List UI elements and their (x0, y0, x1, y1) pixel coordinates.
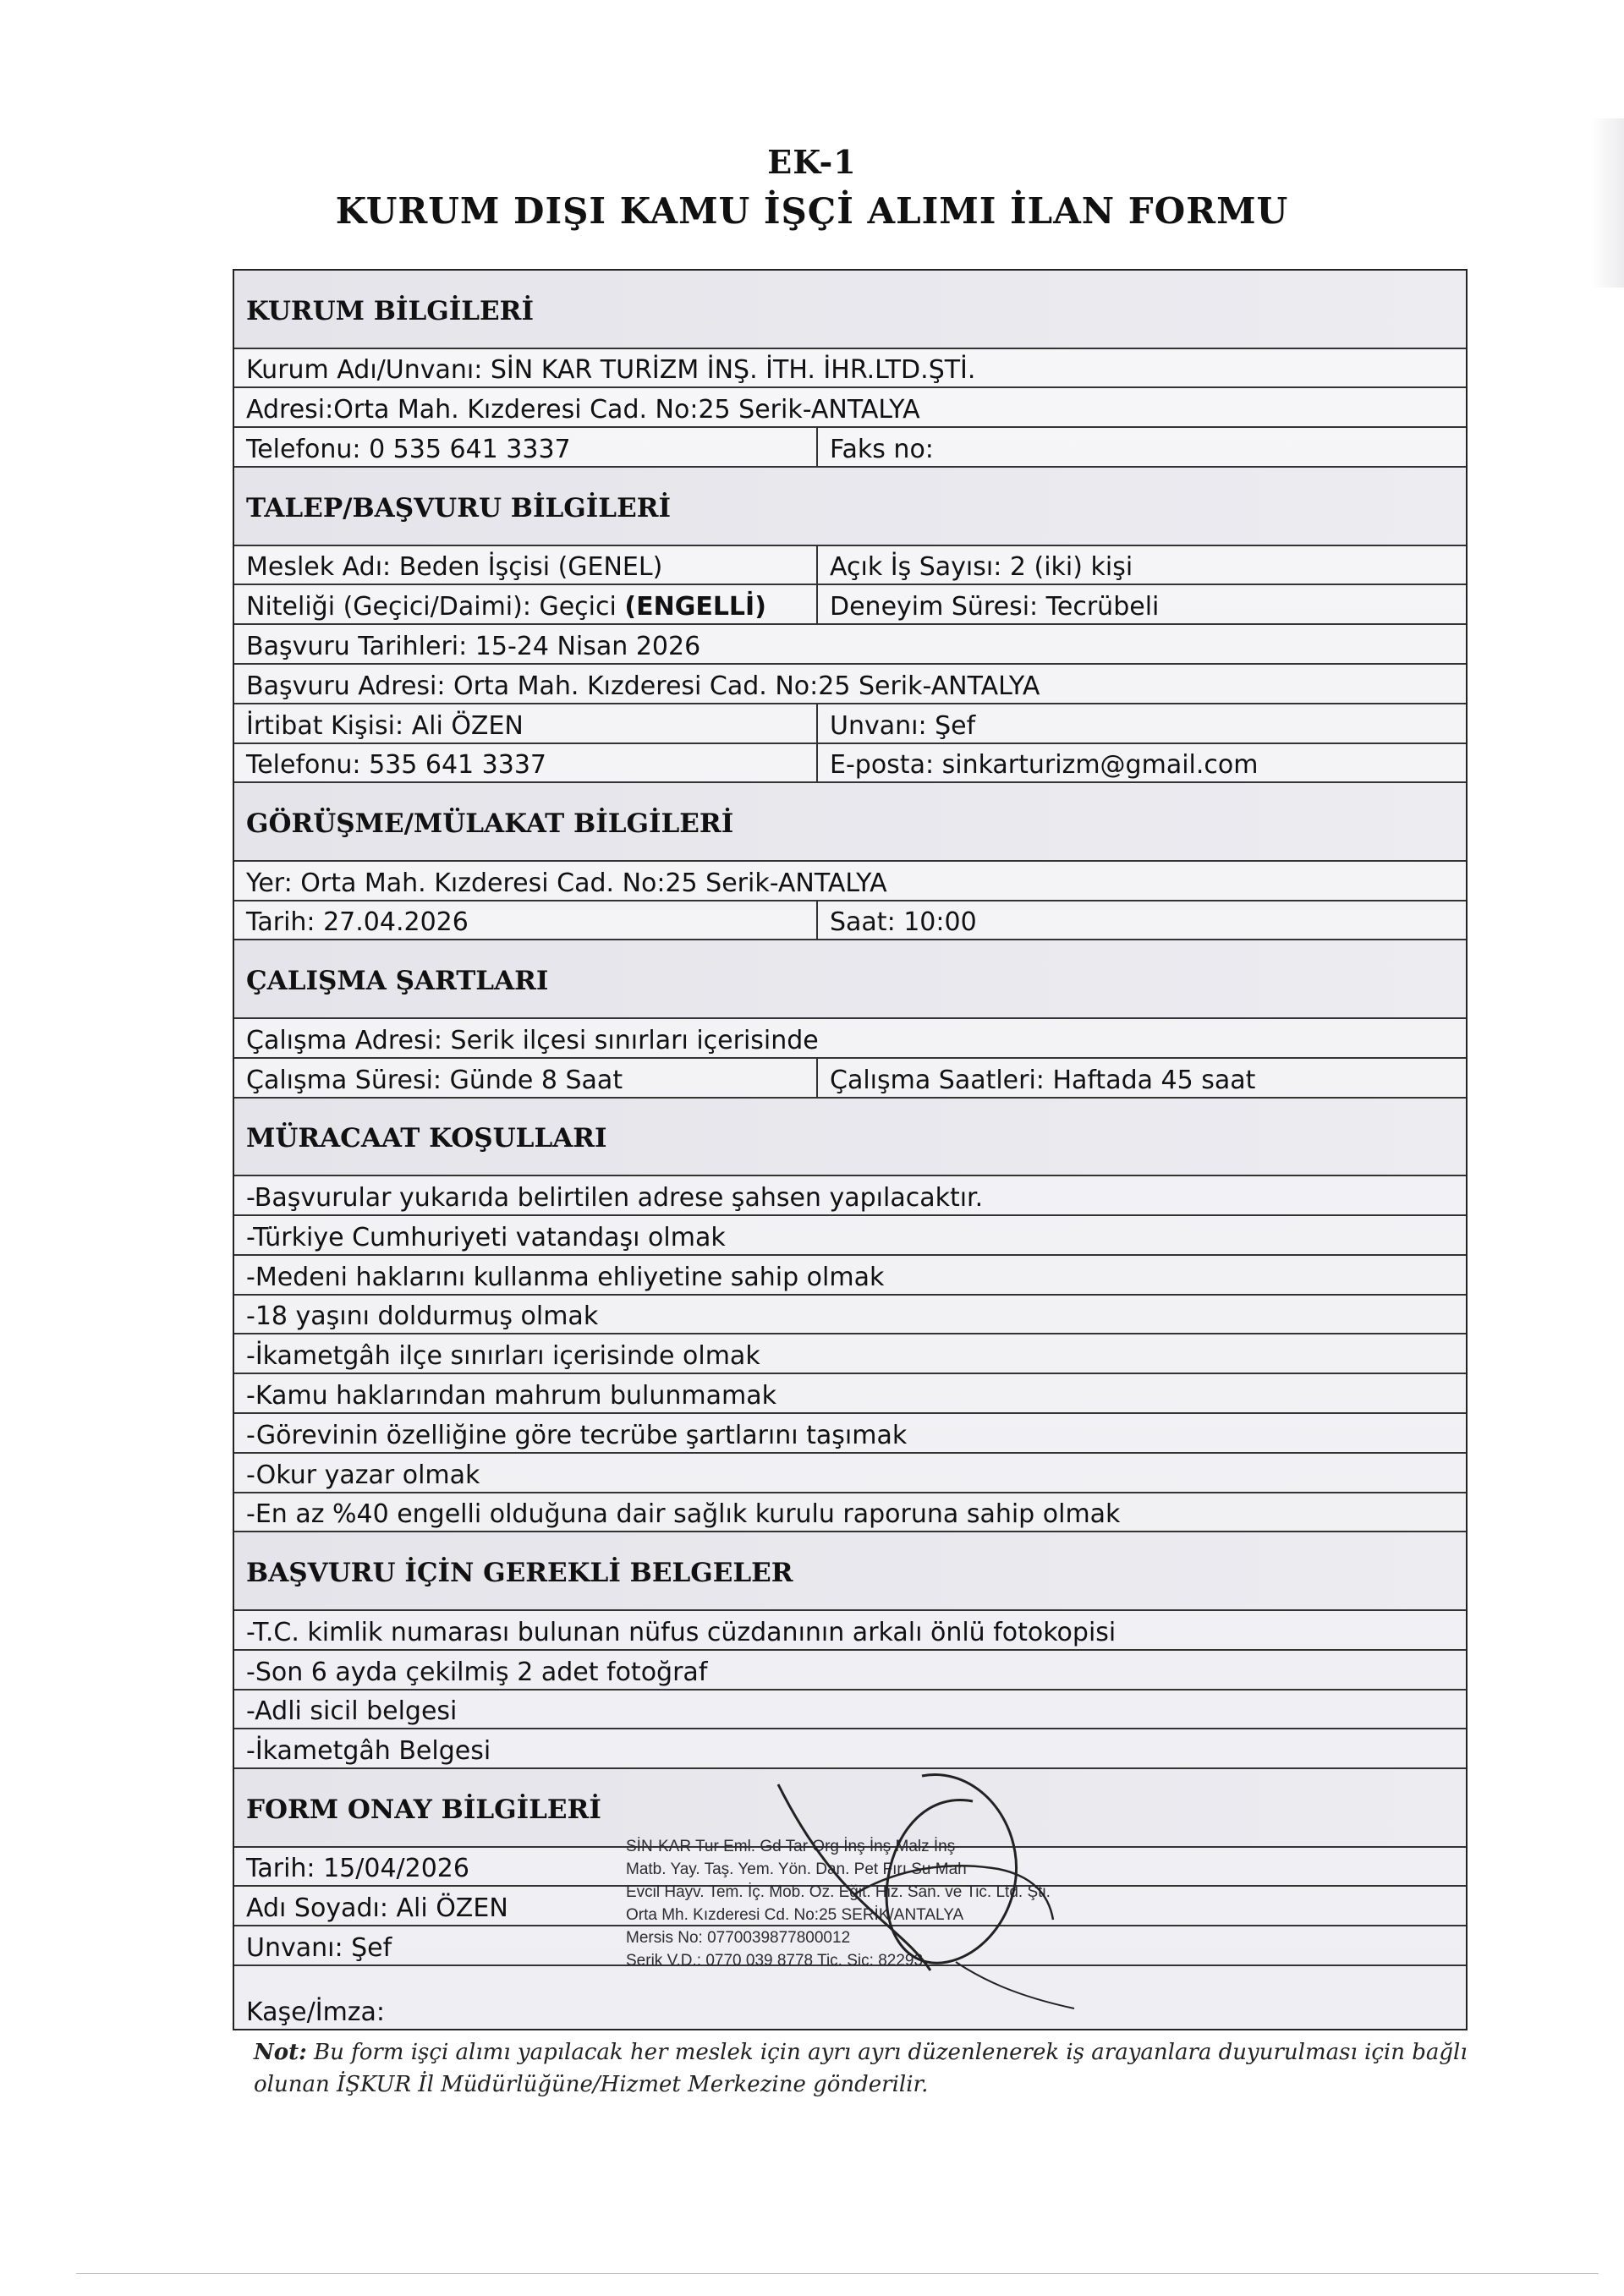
list-item (234, 1690, 1466, 1730)
belge-item: -T.C. kimlik numarası bulunan nüfus cüzdanının arkalı önlü fotokopisi (246, 1617, 1116, 1647)
row-calisma-sure (234, 1059, 1466, 1099)
list-item (234, 1454, 1466, 1493)
row-kurum-unvan (234, 349, 1466, 389)
deneyim-suresi: Deneyim Süresi: Tecrübeli (830, 592, 1160, 622)
onay-tarih: Tarih: 15/04/2026 (246, 1854, 469, 1884)
row-basvuru-adresi (234, 665, 1466, 704)
section-title: KURUM BİLGİLERİ (246, 295, 534, 326)
section-title: ÇALIŞMA ŞARTLARI (246, 966, 549, 997)
section-gorusme (234, 783, 1466, 862)
row-gorusme-yer (234, 862, 1466, 901)
row-meslek (234, 546, 1466, 586)
section-talep (234, 468, 1466, 546)
list-item (234, 1296, 1466, 1335)
acik-is-sayisi: Açık İş Sayısı: 2 (iki) kişi (830, 552, 1133, 583)
gorusme-yer: Yer: Orta Mah. Kızderesi Cad. No:25 Serik-ANTALYA (246, 868, 887, 898)
signature (761, 1767, 1116, 2013)
section-title: GÖRÜŞME/MÜLAKAT BİLGİLERİ (246, 808, 734, 840)
muracaat-item: -Başvurular yukarıda belirtilen adrese şahsen yapılacaktır. (246, 1182, 984, 1213)
onay-unvan: Unvanı: Şef (246, 1933, 392, 1964)
list-item (234, 1256, 1466, 1296)
row-kurum-adres (234, 388, 1466, 428)
section-calisma (234, 940, 1466, 1019)
section-title: MÜRACAAT KOŞULLARI (246, 1123, 607, 1154)
calisma-saatleri: Çalışma Saatleri: Haftada 45 saat (830, 1065, 1256, 1095)
kurum-faks: Faks no: (830, 434, 934, 464)
stamp-line: Serik V.D.: 0770 039 8778 Tic. Sic: 82293 (626, 1952, 924, 1970)
stamp-line: Mersis No: 0770039877800012 (626, 1929, 851, 1947)
footer-note (254, 2036, 1489, 2101)
irtibat-unvan: Unvanı: Şef (830, 710, 976, 741)
kurum-adres: Adresi:Orta Mah. Kızderesi Cad. No:25 Serik-ANTALYA (246, 395, 920, 425)
row-irtibat (234, 704, 1466, 744)
row-talep-telefon (234, 744, 1466, 784)
muracaat-item: -İkametgâh ilçe sınırları içerisinde olmak (246, 1341, 760, 1372)
gorusme-saat: Saat: 10:00 (830, 907, 977, 938)
list-item (234, 1493, 1466, 1533)
section-kurum (234, 271, 1466, 349)
form-title: KURUM DIŞI KAMU İŞÇİ ALIMI İLAN FORMU (335, 190, 1289, 232)
kurum-telefon: Telefonu: 0 535 641 3337 (234, 428, 818, 466)
belge-item: -İkametgâh Belgesi (246, 1736, 491, 1767)
list-item (234, 1414, 1466, 1454)
row-kurum-telefon (234, 428, 1466, 468)
onay-adi-soyadi: Adı Soyadı: Ali ÖZEN (246, 1893, 508, 1924)
annex-label: EK-1 (767, 143, 857, 181)
basvuru-tarihleri: Başvuru Tarihleri: 15-24 Nisan 2026 (246, 631, 701, 661)
note-label: Not: (254, 2040, 307, 2065)
list-item (234, 1176, 1466, 1216)
stamp-line: Matb. Yay. Taş. Yem. Yön. Dan. Pet Fırı Su Mah (626, 1860, 967, 1878)
list-item (234, 1334, 1466, 1374)
talep-telefon: Telefonu: 535 641 3337 (234, 744, 818, 782)
list-item (234, 1216, 1466, 1256)
stamp-line: SİN-KAR Tur Eml. Gd Tar Org İnş İnş Malz İnş (626, 1838, 956, 1855)
muracaat-item: -Medeni haklarını kullanma ehliyetine sahip olmak (246, 1262, 885, 1292)
meslek-adi: Meslek Adı: Beden İşçisi (GENEL) (234, 546, 818, 584)
list-item (234, 1729, 1466, 1769)
belge-item: -Adli sicil belgesi (246, 1696, 458, 1727)
section-muracaat (234, 1099, 1466, 1177)
section-title: BAŞVURU İÇİN GEREKLİ BELGELER (246, 1558, 793, 1589)
basvuru-adresi: Başvuru Adresi: Orta Mah. Kızderesi Cad. No:25 Serik-ANTALYA (246, 671, 1040, 701)
talep-eposta: E-posta: sinkarturizm@gmail.com (830, 750, 1259, 781)
list-item (234, 1651, 1466, 1690)
section-title: FORM ONAY BİLGİLERİ (246, 1794, 601, 1825)
kurum-unvan: Kurum Adı/Unvanı: SİN KAR TURİZM İNŞ. İTH. İHR.LTD.ŞTİ. (246, 355, 976, 386)
muracaat-item: -18 yaşını doldurmuş olmak (246, 1301, 599, 1332)
calisma-suresi: Çalışma Süresi: Günde 8 Saat (234, 1059, 818, 1097)
form-table (233, 269, 1468, 2030)
muracaat-item: -Okur yazar olmak (246, 1460, 480, 1490)
kase-imza: Kaşe/İmza: (246, 1997, 386, 2028)
niteligi (234, 585, 818, 623)
muracaat-item: -En az %40 engelli olduğuna dair sağlık kurulu raporuna sahip olmak (246, 1499, 1121, 1530)
list-item (234, 1611, 1466, 1651)
nitelik-text: Niteliği (Geçici/Daimi): Geçici (246, 592, 617, 622)
row-nitelik (234, 585, 1466, 625)
muracaat-item: -Kamu haklarından mahrum bulunmamak (246, 1380, 777, 1411)
page-bottom-rule (76, 2273, 1599, 2274)
calisma-adresi: Çalışma Adresi: Serik ilçesi sınırları içerisinde (246, 1025, 819, 1055)
document-header (0, 142, 1624, 235)
belge-item: -Son 6 ayda çekilmiş 2 adet fotoğraf (246, 1657, 708, 1687)
list-item (234, 1374, 1466, 1414)
stamp-line: Orta Mh. Kızderesi Cd. No:25 SERİK/ANTALYA (626, 1906, 964, 1924)
note-text: Bu form işçi alımı yapılacak her meslek için ayrı ayrı düzenlenerek iş arayanlara duyurulması için bağlı olunan İŞKUR İl Müdürlüğüne/Hizmet Merkezine gönderilir. (254, 2040, 1468, 2097)
muracaat-item: -Türkiye Cumhuriyeti vatandaşı olmak (246, 1222, 726, 1252)
row-basvuru-tarihleri (234, 625, 1466, 665)
row-calisma-adres (234, 1019, 1466, 1059)
muracaat-item: -Görevinin özelliğine göre tecrübe şartlarını taşımak (246, 1420, 908, 1450)
section-title: TALEP/BAŞVURU BİLGİLERİ (246, 492, 671, 523)
row-gorusme-tarih (234, 901, 1466, 941)
nitelik-engelli: (ENGELLİ) (624, 592, 766, 622)
irtibat-kisisi: İrtibat Kişisi: Ali ÖZEN (234, 704, 818, 743)
stamp-line: Evcil Hayv. Tem. İç. Mob. Oz. Eğit. Hiz. San. ve Tic. Ltd. Şti. (626, 1883, 1051, 1901)
section-belgeler (234, 1532, 1466, 1611)
gorusme-tarih: Tarih: 27.04.2026 (234, 901, 818, 940)
